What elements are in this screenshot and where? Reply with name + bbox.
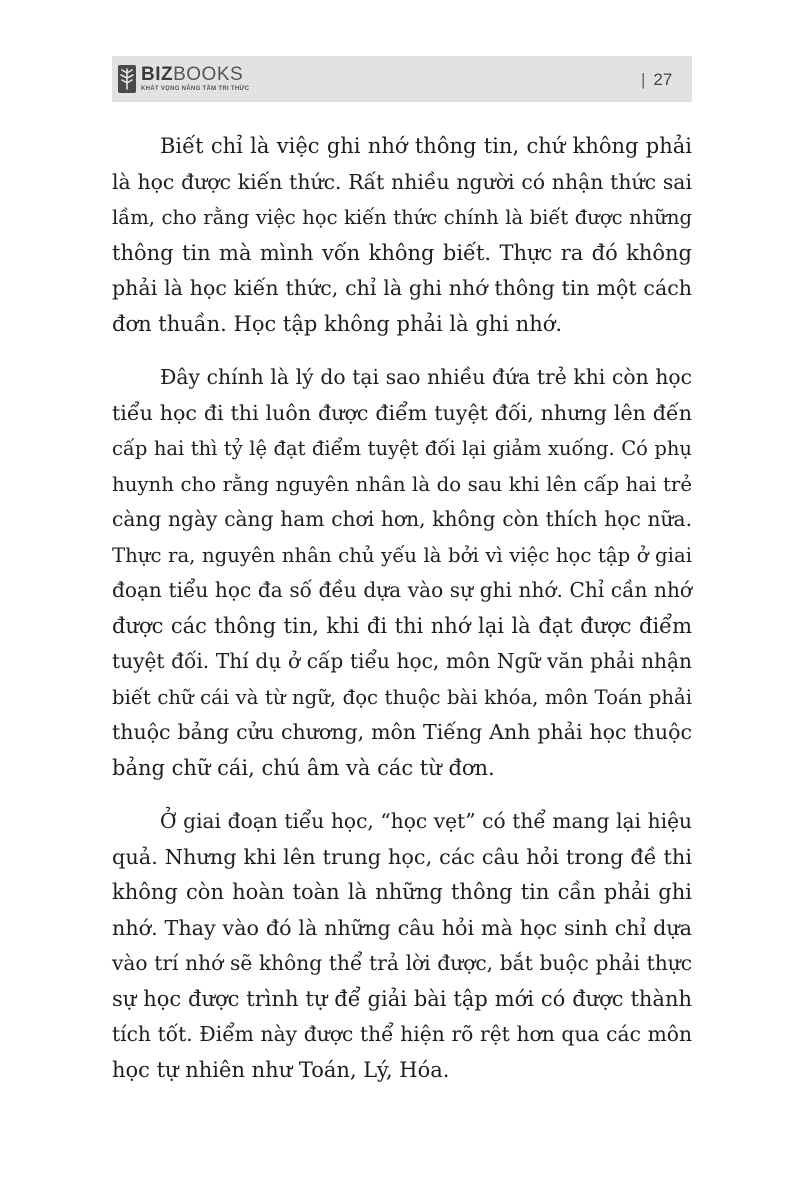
text-line: vào trí nhớ sẽ không thể trả lời được, bắt buộc phải thực	[112, 951, 692, 975]
text-line: huynh cho rằng nguyên nhân là do sau khi lên cấp hai trẻ	[112, 472, 692, 496]
text-line: không còn hoàn toàn là những thông tin cần phải ghi	[112, 880, 692, 904]
text-line: càng ngày càng ham chơi hơn, không còn thích học nữa.	[112, 507, 692, 531]
text-line: Đây chính là lý do tại sao nhiều đứa trẻ khi còn học	[160, 365, 692, 389]
text-line: học tự nhiên như Toán, Lý, Hóa.	[112, 1057, 450, 1082]
text-line: là học được kiến thức. Rất nhiều người có nhận thức sai	[112, 169, 692, 194]
logo-text	[141, 65, 249, 93]
paragraph	[112, 129, 692, 342]
text-line: lầm, cho rằng việc học kiến thức chính là biết được những	[112, 206, 692, 229]
paragraph	[112, 804, 692, 1088]
text-line: đơn thuần. Học tập không phải là ghi nhớ.	[112, 311, 563, 336]
paragraph	[112, 360, 692, 786]
text-line: Thực ra, nguyên nhân chủ yếu là bởi vì việc học tập ở giai	[112, 543, 692, 567]
text-line: thông tin mà mình vốn không biết. Thực ra đó không	[112, 240, 692, 265]
brand-bold: BIZ	[141, 64, 174, 85]
text-line: phải là học kiến thức, chỉ là ghi nhớ thông tin một cách	[112, 276, 692, 300]
text-line: tiểu học đi thi luôn được điểm tuyệt đối, nhưng lên đến	[112, 400, 692, 425]
text-line: tuyệt đối. Thí dụ ở cấp tiểu học, môn Ngữ văn phải nhận	[112, 649, 692, 673]
text-line: bảng chữ cái, chú âm và các từ đơn.	[112, 755, 495, 780]
body-text	[112, 129, 692, 1106]
text-line: thuộc bảng cửu chương, môn Tiếng Anh phải học thuộc	[112, 720, 692, 744]
text-line: quả. Nhưng khi lên trung học, các câu hỏi trong đề thi	[112, 844, 692, 869]
text-line: biết chữ cái và từ ngữ, đọc thuộc bài khóa, môn Toán phải	[112, 685, 692, 709]
text-line: Ở giai đoạn tiểu học, “học vẹt” có thể mang lại hiệu	[160, 809, 692, 833]
brand-tagline: KHÁT VỌNG NÂNG TẦM TRI THỨC	[141, 86, 250, 92]
publisher-logo	[117, 60, 249, 98]
page-number	[641, 68, 672, 92]
text-line: được các thông tin, khi đi thi nhớ lại là đạt được điểm	[112, 613, 692, 638]
text-line: sự học được trình tự để giải bài tập mới có được thành	[112, 986, 692, 1011]
text-line: nhớ. Thay vào đó là những câu hỏi mà học sinh chỉ dựa	[112, 915, 692, 940]
bizbooks-logo-icon	[117, 64, 137, 94]
text-line: cấp hai thì tỷ lệ đạt điểm tuyệt đối lại giảm xuống. Có phụ	[112, 437, 692, 460]
brand-name	[141, 65, 249, 85]
page-number-value: 27	[653, 70, 673, 89]
text-line: đoạn tiểu học đa số đều dựa vào sự ghi nhớ. Chỉ cần nhớ	[112, 578, 692, 602]
page-number-separator: |	[641, 70, 646, 89]
brand-regular: BOOKS	[173, 64, 244, 85]
text-line: Biết chỉ là việc ghi nhớ thông tin, chứ không phải	[160, 134, 692, 158]
text-line: tích tốt. Điểm này được thể hiện rõ rệt hơn qua các môn	[112, 1022, 692, 1046]
